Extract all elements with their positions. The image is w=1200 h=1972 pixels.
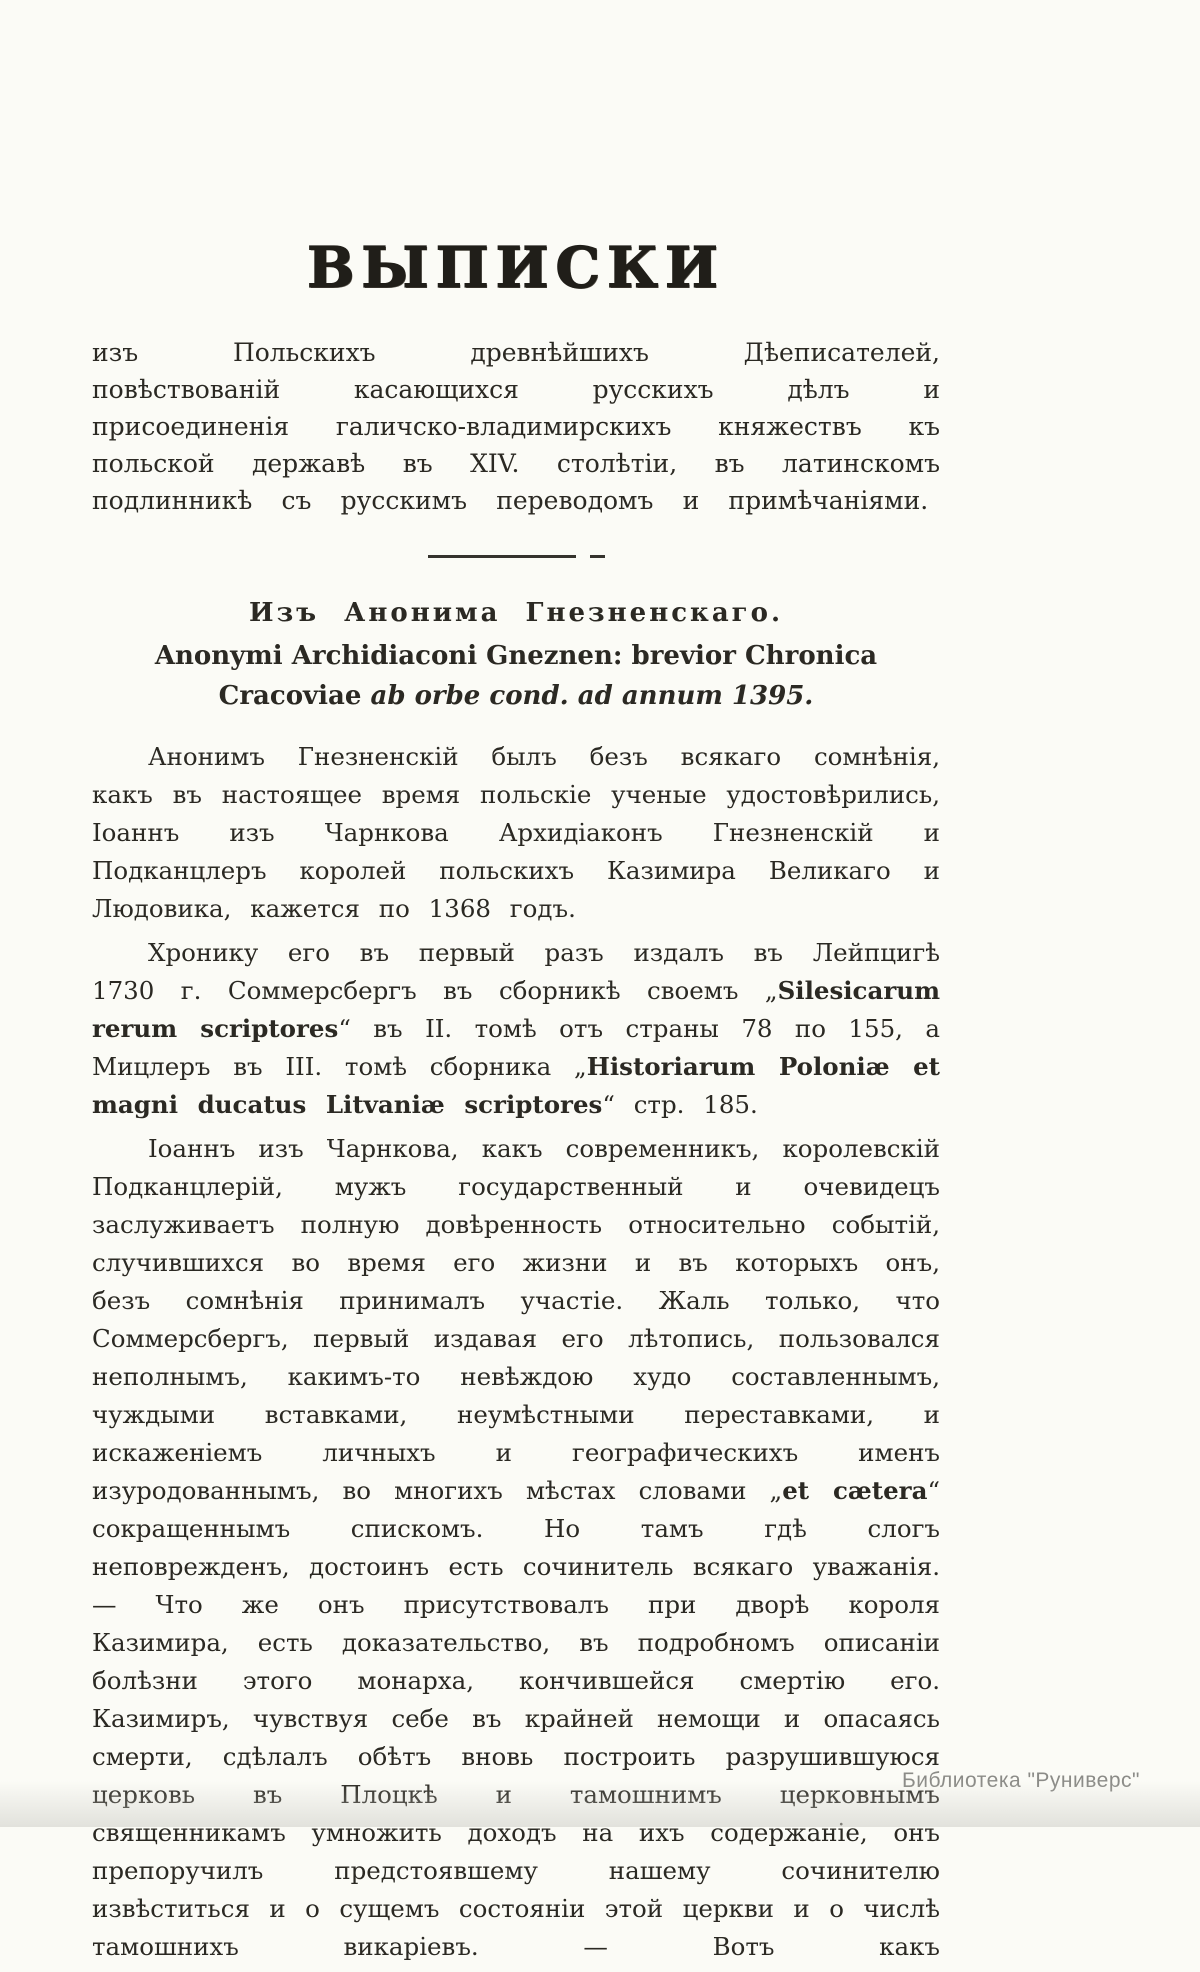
divider-rule — [428, 555, 576, 558]
section-heading: Изъ Анонима Гнезненскаго. — [249, 597, 783, 628]
intro-paragraph: изъ Польскихъ древнѣйшихъ Дѣеписателей, повѣствованій касающихся русскихъ дѣлъ и присоединенія галичско-владимирскихъ княжествъ къ польской державѣ въ XIV. столѣтіи, въ латинскомъ подлинникѣ съ русскимъ переводомъ и примѣчаніями. — [92, 337, 940, 515]
latin-phrase: Historiarum Poloniæ et magni ducatus Litvaniæ scriptores — [92, 1051, 940, 1119]
latin-heading-italic: ab orbe cond. ad annum 1395. — [370, 680, 814, 711]
page-title: ВЫПИСКИ — [307, 235, 725, 301]
paragraph — [92, 934, 940, 1124]
divider-dash — [590, 555, 605, 558]
latin-heading — [92, 636, 940, 716]
text-segment: Іоаннъ изъ Чарнкова, какъ современникъ, королевскій Подканцлерій, мужъ государственный и очевидецъ заслуживаетъ полную довѣренность относительно событій, случившихся во время его жизни и въ которыхъ онъ, безъ сомнѣнія принималъ участіе. Жаль только, что Соммерсбергъ, первый издавая его лѣтопись, пользовался неполнымъ, какимъ-то невѣждою худо составленнымъ, чуждыми вставками, неумѣстными переставками, и искаженіемъ личныхъ и географическихъ именъ изуродованнымъ, во многихъ мѣстах словами „ — [92, 1133, 940, 1505]
latin-phrase: Silesicarum rerum scriptores — [92, 975, 940, 1043]
latin-heading-roman: Anonymi Archidiaconi Gneznen: brevior Chronica Cracoviae — [154, 640, 878, 711]
latin-phrase: et cætera — [782, 1475, 928, 1505]
text-segment: “ сокращеннымъ спискомъ. Но тамъ гдѣ слогъ неповрежденъ, достоинъ есть сочинитель всякаго уважанія. — Что же онъ присутствовалъ при дворѣ короля Казимира, есть доказательство, въ подробномъ описаніи болѣзни этого монарха, кончившейся смертію его. Казимиръ, чувствуя себе въ крайней немощи и опасаясь смерти, сдѣлалъ обѣтъ вновь построить разрушившуюся церковь въ Плоцкѣ и тамошнимъ церковнымъ священникамъ умножить доходъ на ихъ содержаніе, онъ препоручилъ предстоявшему нашему сочинителю извѣститься и о сущемъ состояніи этой церкви и о числѣ тамошнихъ викаріевъ. — Вотъ какъ — [92, 1475, 940, 1961]
page-content — [92, 0, 940, 1972]
text-segment: Хронику его въ первый разъ издалъ въ Лейпцигѣ 1730 г. Соммерсбергъ въ сборникѣ своемъ „ — [92, 937, 940, 1005]
text-segment: Анонимъ Гнезненскій былъ безъ всякаго сомнѣнія, какъ въ настоящее время польскіе ученые удостовѣрились, Іоаннъ изъ Чарнкова Архидіаконъ Гнезненскій и Подканцлеръ королей польскихъ Казимира Великаго и Людовика, кажется по 1368 годъ. — [92, 741, 940, 923]
text-segment: “ въ II. томѣ отъ страны 78 по 155, а Мицлеръ въ III. томѣ сборника „ — [92, 1013, 940, 1081]
text-segment: “ стр. 185. — [602, 1089, 758, 1119]
paragraph — [92, 738, 940, 928]
library-watermark: Библиотека "Руниверс" — [901, 1769, 1140, 1792]
paragraph — [92, 1130, 940, 1966]
section-divider — [92, 555, 940, 558]
paragraphs — [92, 738, 940, 1966]
